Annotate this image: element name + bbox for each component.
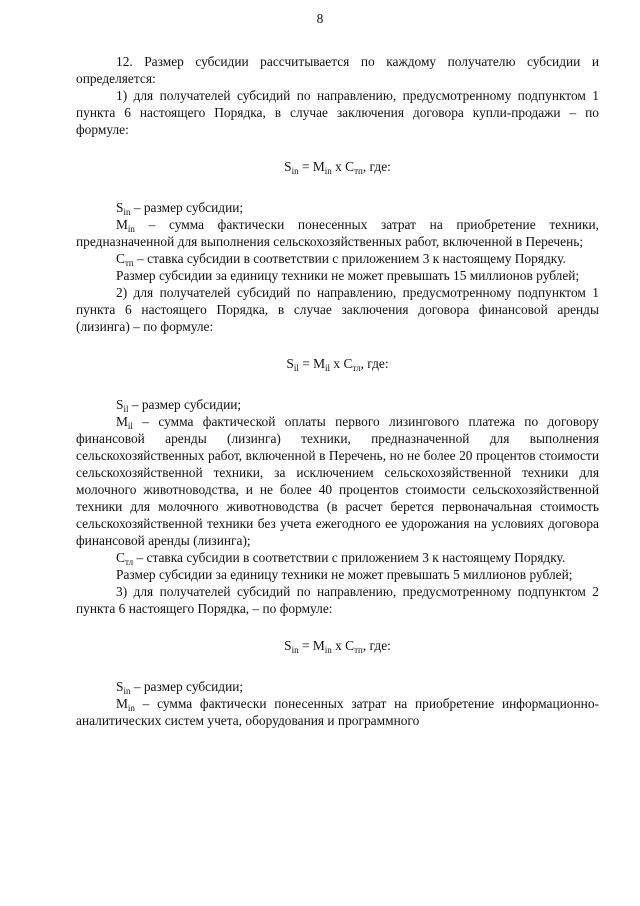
- page-number: 8: [316, 11, 324, 26]
- paragraph-item-1: 1) для получателей субсидий по направлению, предусмотренному подпунктом 1 пункта 6 настоящего Порядка, в случае заключения договора купли-продажи – по формуле:: [76, 88, 599, 137]
- paragraph-limit-15m: Размер субсидии за единицу техники не может превышать 15 миллионов рублей;: [116, 268, 580, 283]
- formula-1: $S_{in} = M_{in}$ x $C_{тп}$, где:: [284, 159, 391, 176]
- document-body: [76, 53, 599, 729]
- paragraph-limit-5m: Размер субсидии за единицу техники не может превышать 5 миллионов рублей;: [116, 567, 573, 582]
- paragraph-item-2: 2) для получателей субсидий по направлению, предусмотренному подпунктом 1 пункта 6 настоящего Порядка, в случае заключения договора финансовой аренды (лизинга) – по формуле:: [76, 285, 599, 334]
- definition-s-3: $S_{in}$ – размер субсидии;: [116, 679, 244, 696]
- paragraph-12: 12. Размер субсидии рассчитывается по каждому получателю субсидии и определяется:: [76, 54, 599, 86]
- definition-m-3: $M_{in}$ – сумма фактически понесенных затрат на приобретение информационно-аналитических систем учета, оборудования и программного: [76, 696, 599, 728]
- formula-3: $S_{in} = M_{in}$ x $C_{тп}$, где:: [284, 638, 391, 655]
- paragraph-item-3: 3) для получателей субсидий по направлению, предусмотренному подпунктом 2 пункта 6 настоящего Порядка, – по формуле:: [76, 584, 599, 616]
- definition-s-2: $S_{il}$ – размер субсидии;: [116, 397, 242, 414]
- definition-c-2: $C_{тл}$ – ставка субсидии в соответствии с приложением 3 к настоящему Порядку.: [116, 550, 566, 567]
- definition-s-1: $S_{in}$ – размер субсидии;: [116, 200, 244, 217]
- definition-c-1: $C_{тп}$ – ставка субсидии в соответствии с приложением 3 к настоящему Порядку.: [116, 251, 566, 268]
- formula-2: $S_{il} = M_{il}$ x $C_{тл}$, где:: [286, 356, 389, 373]
- definition-m-2: $M_{il}$ – сумма фактической оплаты первого лизингового платежа по договору финансовой аренды (лизинга) техники, предназначенной для выполнения сельскохозяйственных работ, включенной в Перечень, но не более 20 процентов стоимости сельскохозяйственной техники, за исключением сельскохозяйственной техники для молочного животноводства, и не более 40 процентов стоимости сельскохозяйственной техники для молочного животноводства (в расчет берется первоначальная стоимость сельскохозяйственной техники без учета ежегодного ее удорожания на условиях договора финансовой аренды (лизинга);: [76, 414, 599, 548]
- definition-m-1: $M_{in}$ – сумма фактически понесенных затрат на приобретение техники, предназначенной для выполнения сельскохозяйственных работ, включенной в Перечень;: [76, 217, 599, 249]
